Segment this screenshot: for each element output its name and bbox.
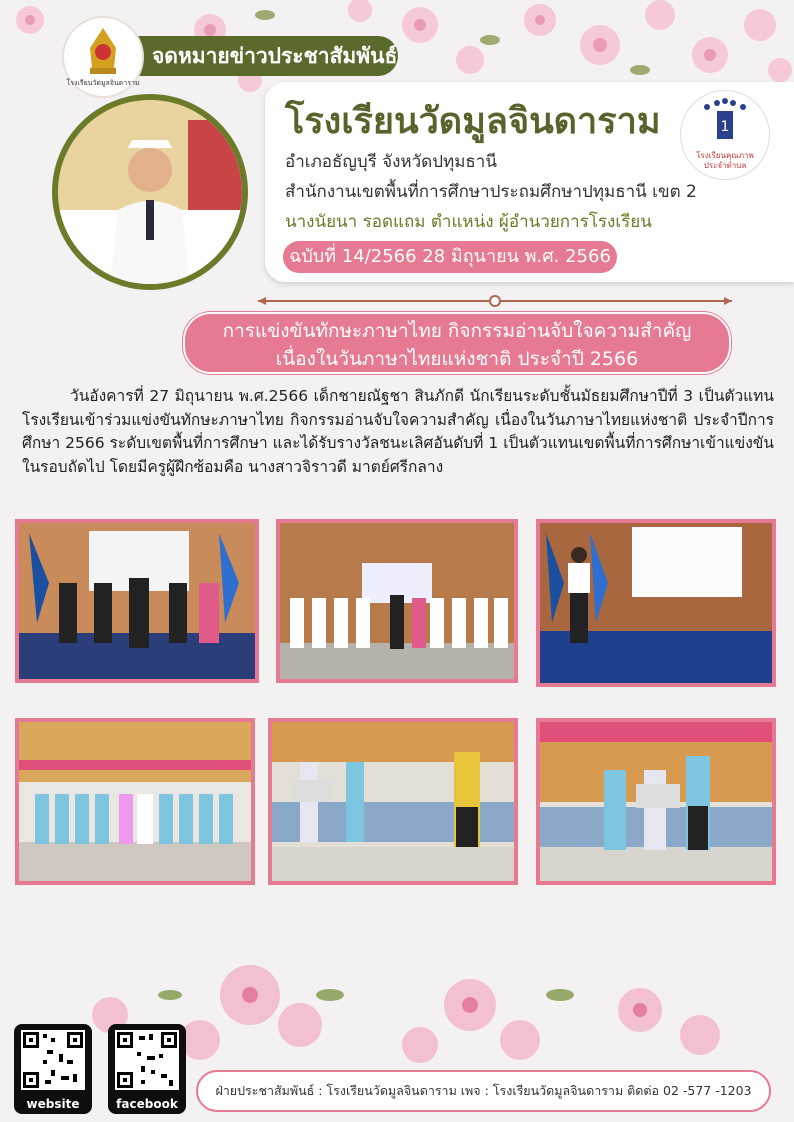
- education-office: สำนักงานเขตพื้นที่การศึกษาประถมศึกษาปทุมธานี เขต 2: [285, 182, 697, 202]
- article-body: [22, 385, 774, 479]
- headline-line-2: เนื่องในวันภาษาไทยแห่งชาติ ประจำปี 2566: [275, 348, 639, 370]
- facebook-qr-code[interactable]: [108, 1024, 186, 1114]
- article-paragraph: วันอังคารที่ 27 มิถุนายน พ.ศ.2566 เด็กชายณัฐชา สินภักดี นักเรียนระดับชั้นมัธยมศึกษาปีที่ 3 เป็นตัวแทนโรงเรียนเข้าร่วมแข่งขันทักษะภาษาไทย กิจกรรมอ่านจับใจความสำคัญ เนื่องในวันภาษาไทยแห่งชาติ ประจำปีการศึกษา 2566 ระดับเขตพื้นที่การศึกษา และได้รับรางวัลชนะเลิศอันดับที่ 1 เป็นตัวแทนเขตพื้นที่การศึกษาเข้าแข่งขันในรอบถัดไป โดยมีครูผู้ฝึกซ้อมคือ นางสาวจิราวดี มาตย์ศรีกลาง: [22, 387, 774, 476]
- headline-banner: [183, 312, 731, 374]
- newsletter-label: จดหมายข่าวประชาสัมพันธ์: [118, 36, 398, 76]
- qr-code-icon: [115, 1030, 179, 1090]
- issue-badge: ฉบับที่ 14/2566 28 มิถุนายน พ.ศ. 2566: [283, 241, 617, 273]
- ornamental-divider: [258, 294, 732, 308]
- book-star-icon: [681, 91, 769, 151]
- footer-text: ฝ่ายประชาสัมพันธ์ : โรงเรียนวัดมูลจินดาราม เพจ : โรงเรียนวัดมูลจินดาราม ติดต่อ 02 -577 -1203: [215, 1083, 752, 1098]
- facebook-qr-label: facebook: [116, 1097, 178, 1111]
- footer-contact-bar: [196, 1070, 771, 1112]
- event-photo-5: [268, 718, 518, 885]
- event-photo-1: [15, 519, 259, 683]
- event-photo-2: [276, 519, 518, 683]
- school-name: โรงเรียนวัดมูลจินดาราม: [285, 101, 661, 142]
- qr-code-icon: [21, 1030, 85, 1090]
- website-qr-code[interactable]: [14, 1024, 92, 1114]
- website-qr-label: website: [26, 1097, 80, 1111]
- school-district: อำเภอธัญบุรี จังหวัดปทุมธานี: [285, 152, 497, 172]
- director-portrait-frame: [52, 94, 248, 290]
- event-photo-3: [536, 519, 776, 687]
- quality-school-logo: [680, 90, 770, 180]
- event-photo-4: [15, 718, 255, 885]
- school-logo-caption: โรงเรียนวัดมูลจินดาราม: [66, 79, 140, 87]
- director-name: นางนัยนา รอดแถม ตำแหน่ง ผู้อำนวยการโรงเรียน: [285, 212, 652, 232]
- school-logo: [62, 16, 144, 98]
- quality-logo-caption: โรงเรียนคุณภาพ ประจำตำบล: [696, 151, 754, 170]
- svg-text:1: 1: [720, 119, 730, 135]
- headline-line-1: การแข่งขันทักษะภาษาไทย กิจกรรมอ่านจับใจความสำคัญ: [222, 320, 692, 342]
- director-portrait: [58, 100, 242, 284]
- event-photo-6: [536, 718, 776, 885]
